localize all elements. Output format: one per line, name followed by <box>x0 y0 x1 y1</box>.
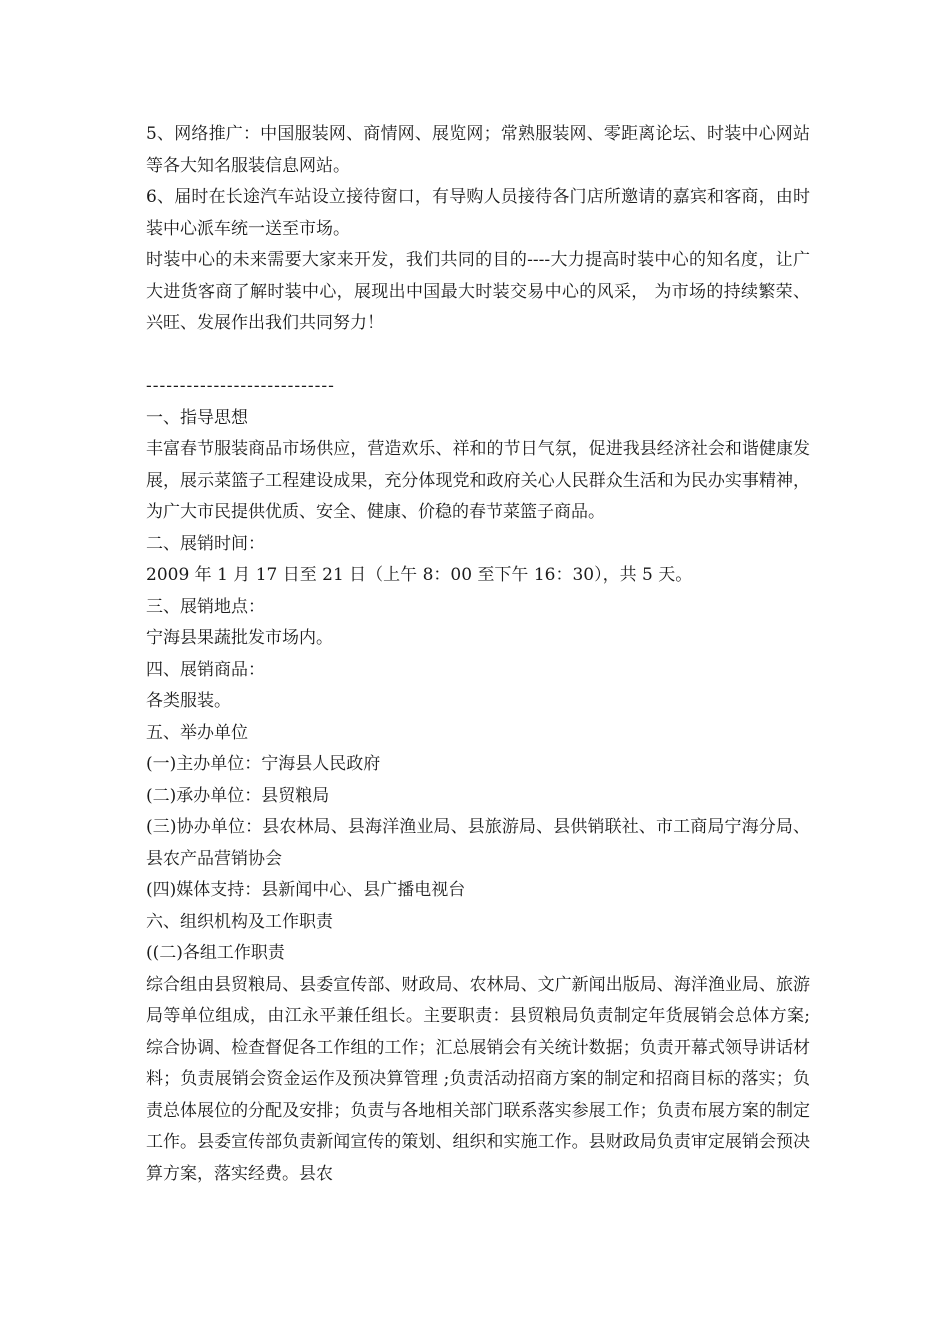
document-page <box>146 119 810 1190</box>
organizer-media-support: (四)媒体支持：县新闻中心、县广播电视台 <box>146 880 466 900</box>
heading-sale-time: 二、展销时间： <box>146 533 265 554</box>
promo-item-5: 5、网络推广：中国服装网、商情网、展览网；常熟服装网、零距离论坛、时装中心网站等各大知名服装信息网站。 <box>146 124 810 176</box>
group-duties-text: 综合组由县贸粮局、县委宣传部、财政局、农林局、文广新闻出版局、海洋渔业局、旅游局等单位组成，由江永平兼任组长。主要职责：县贸粮局负责制定年货展销会总体方案;综合协调、检查督促各工作组的工作；汇总展销会有关统计数据；负责开幕式领导讲话材料；负责展销会资金运作及预决算管理 ;负责活动招商方案的制定和招商目标的落实；负责总体展位的分配及安排；负责与各地相关部门联系落实参展工作；负责布展方案的制定工作。县委宣传部负责新闻宣传的策划、组织和实施工作。县财政局负责审定展销会预决算方案，落实经费。县农 <box>146 974 810 1184</box>
heading-guiding-idea: 一、指导思想 <box>146 407 248 428</box>
blank-line <box>146 340 810 372</box>
heading-sale-location: 三、展销地点： <box>146 596 265 617</box>
sale-location-text: 宁海县果蔬批发市场内。 <box>146 628 333 648</box>
promo-item-6: 6、届时在长途汽车站设立接待窗口，有导购人员接待各门店所邀请的嘉宾和客商，由时装中心派车统一送至市场。 <box>146 187 810 239</box>
subheading-group-duties: ((二)各组工作职责 <box>146 943 285 963</box>
sale-time-text: 2009 年 1 月 17 日至 21 日（上午 8：00 至下午 16：30），共 5 天。 <box>146 565 693 585</box>
organizer-host: (一)主办单位：宁海县人民政府 <box>146 754 381 774</box>
closing-paragraph: 时装中心的未来需要大家来开发，我们共同的目的----大力提高时装中心的知名度，让广大进货客商了解时装中心，展现出中国最大时装交易中心的风采， 为市场的持续繁荣、兴旺、发展作出我们共同努力！ <box>146 250 810 333</box>
sale-goods-text: 各类服装。 <box>146 691 231 711</box>
heading-organizers: 五、举办单位 <box>146 722 248 743</box>
guiding-idea-text: 丰富春节服装商品市场供应，营造欢乐、祥和的节日气氛，促进我县经济社会和谐健康发展，展示菜篮子工程建设成果，充分体现党和政府关心人民群众生活和为民办实事精神，为广大市民提供优质、安全、健康、价稳的春节菜篮子商品。 <box>146 439 810 522</box>
organizer-co-organizers: (三)协办单位：县农林局、县海洋渔业局、县旅游局、县供销联社、市工商局宁海分局、县农产品营销协会 <box>146 817 810 869</box>
section-divider: ---------------------------- <box>146 376 335 396</box>
organizer-undertaker: (二)承办单位：县贸粮局 <box>146 785 330 806</box>
heading-organization: 六、组织机构及工作职责 <box>146 911 333 932</box>
heading-sale-goods: 四、展销商品： <box>146 659 265 680</box>
